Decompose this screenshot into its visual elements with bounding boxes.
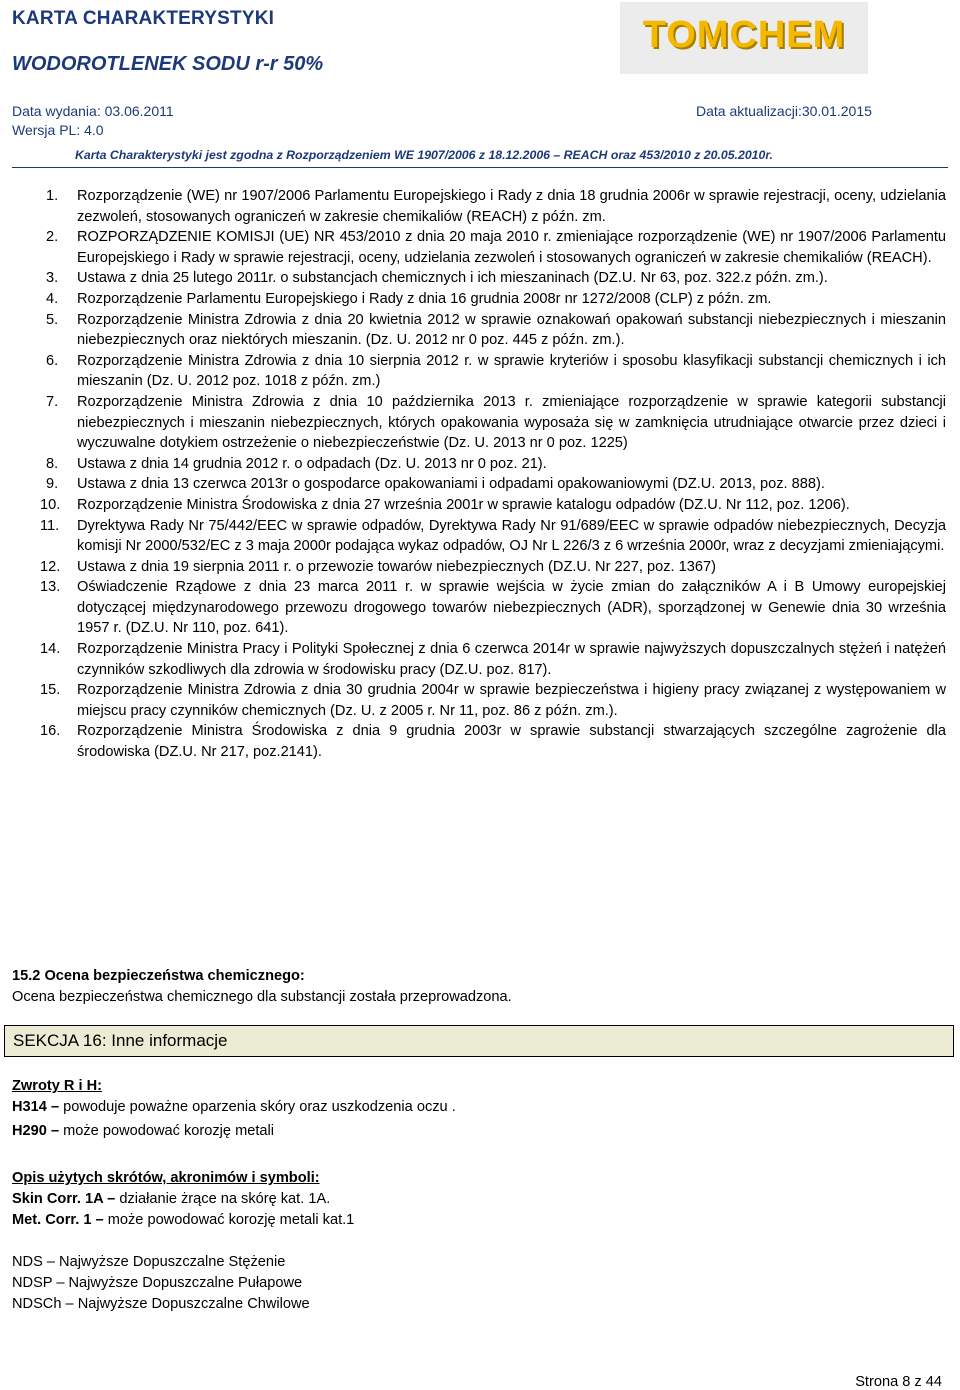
list-item: 15. Rozporządzenie Ministra Zdrowia z dnia 30 grudnia 2004r w sprawie bezpieczeństwa i higieny pracy związanej z występowaniem w miejscu pracy czynników chemicznych (Dz. U. z 2005 r. Nr 11, poz. 86 z późn. zm.). (40, 682, 946, 719)
list-item: 8. Ustawa z dnia 14 grudnia 2012 r. o odpadach (Dz. U. 2013 nr 0 poz. 21). (46, 455, 547, 472)
product-name: WODOROTLENEK SODU r-r 50% (12, 53, 324, 75)
list-item: 4. Rozporządzenie Parlamentu Europejskiego i Rady z dnia 16 grudnia 2008r nr 1272/2008 (CLP) z późn. zm. (46, 290, 772, 307)
list-item: 16. Rozporządzenie Ministra Środowiska z dnia 9 grudnia 2003r w sprawie substancji stwarzających szczególne zagrożenie dla środowiska (DZ.U. Nr 217, poz.2141). (40, 723, 946, 761)
compliance-note: Karta Charakterystyki jest zgodna z Rozporządzeniem WE 1907/2006 z 18.12.2006 – REACH oraz 453/2010 z 20.05.2010r. (75, 148, 773, 162)
section-16-title: SEKCJA 16: Inne informacje (13, 1031, 228, 1050)
abbreviations (12, 1168, 354, 1231)
update-date: Data aktualizacji:30.01.2015 (696, 103, 872, 119)
page-number: Strona 8 z 44 (855, 1374, 942, 1390)
list-item: 11. Dyrektywa Rady Nr 75/442/EEC w sprawie odpadów, Dyrektywa Rady Nr 91/689/EEC w sprawie odpadów niebezpiecznych, Decyzja komisji Nr 2000/532/EC z 3 maja 2000r podająca wykaz odpadów, OJ Nr L 226/3 z 6 września 2000r, wraz z decyzjami zmieniającymi. (40, 517, 946, 555)
company-logo-text: TOMCHEM (642, 14, 846, 56)
regulations-list (0, 186, 960, 763)
company-logo (620, 2, 868, 74)
section-16-header (4, 1025, 954, 1057)
r-h-heading: Zwroty R i H: (12, 1078, 102, 1094)
list-item: 1. Rozporządzenie (WE) nr 1907/2006 Parlamentu Europejskiego i Rady z dnia 18 grudnia 2006r w sprawie rejestracji, oceny, udzielania zezwoleń, stosowanych ograniczeń w zakresie chemikaliów (REACH) z późn. zm. (46, 188, 946, 225)
document-header (0, 0, 960, 170)
list-item: 9. Ustawa z dnia 13 czerwca 2013r o gospodarce opakowaniami i odpadami opakowaniowymi (DZ.U. 2013, poz. 888). (46, 476, 825, 493)
document-type-title: KARTA CHARAKTERYSTYKI (12, 8, 275, 29)
list-item: 5. Rozporządzenie Ministra Zdrowia z dnia 20 kwietnia 2012 w sprawie oznakowań opakowań substancji niebezpiecznych i mieszanin niebezpiecznych oraz niektórych mieszanin. (Dz. U. 2012 nr 0 poz. 445 z późn. zm.). (46, 311, 946, 349)
list-item: NDSP – Najwyższe Dopuszczalne Pułapowe (12, 1275, 303, 1291)
r-h-phrases (12, 1076, 456, 1142)
version: Wersja PL: 4.0 (12, 122, 104, 138)
list-item: Skin Corr. 1A – działanie żrące na skórę kat. 1A. (12, 1191, 331, 1207)
issue-date: Data wydania: 03.06.2011 (12, 103, 174, 119)
list-item: 7. Rozporządzenie Ministra Zdrowia z dnia 10 października 2013 r. zmieniające rozporządzenie w sprawie kategorii substancji niebezpiecznych i mieszanin niebezpiecznych, których opakowania wyposaża się w zamknięcia utrudniające otwarcie przez dzieci i wyczuwalne dotykiem ostrzeżenie o niebezpieczeństwie (Dz. U. 2013 nr 0 poz. 1225) (46, 393, 946, 452)
section-15-2-text: Ocena bezpieczeństwa chemicznego dla substancji została przeprowadzona. (12, 988, 512, 1005)
section-15-2 (12, 966, 512, 1007)
list-item: 14. Rozporządzenie Ministra Pracy i Polityki Społecznej z dnia 6 czerwca 2014r w sprawie najwyższych dopuszczalnych stężeń i natężeń czynników szkodliwych dla zdrowia w środowisku pracy (DZ.U. poz. 817). (40, 641, 946, 678)
list-item: Met. Corr. 1 – może powodować korozję metali kat.1 (12, 1212, 355, 1228)
list-item: 13. Oświadczenie Rządowe z dnia 23 marca 2011 r. w sprawie wejścia w życie zmian do załączników A i B Umowy europejskiej dotyczącej międzynarodowego przewozu drogowego towarów niebezpiecznych (ADR), sporządzonej w Genewie dnia 30 września 1957 r. (DZ.U. Nr 110, poz. 641). (40, 579, 946, 637)
list-item: 6. Rozporządzenie Ministra Zdrowia z dnia 10 sierpnia 2012 r. w sprawie kryteriów i sposobu klasyfikacji substancji chemicznych i ich mieszanin (Dz. U. 2012 poz. 1018 z późn. zm.) (46, 352, 946, 390)
list-item: 2. ROZPORZĄDZENIE KOMISJI (UE) NR 453/2010 z dnia 20 maja 2010 r. zmieniające rozporządzenie (WE) nr 1907/2006 Parlamentu Europejskiego i Rady w sprawie rejestracji, oceny, udzielania zezwoleń i stosowanych ograniczeń w zakresie chemikaliów (REACH). (46, 229, 946, 266)
list-item: NDS – Najwyższe Dopuszczalne Stężenie (12, 1254, 286, 1270)
header-divider (12, 167, 948, 168)
list-item: 10. Rozporządzenie Ministra Środowiska z dnia 27 września 2001r w sprawie katalogu odpadów (DZ.U. Nr 112, poz. 1206). (40, 496, 850, 513)
list-item: 3. Ustawa z dnia 25 lutego 2011r. o substancjach chemicznych i ich mieszaninach (DZ.U. Nr 63, poz. 322.z późn. zm.). (46, 270, 828, 287)
abbreviations-heading: Opis użytych skrótów, akronimów i symboli: (12, 1170, 320, 1186)
nds-definitions (12, 1252, 310, 1315)
list-item: 12. Ustawa z dnia 19 sierpnia 2011 r. o przewozie towarów niebezpiecznych (DZ.U. Nr 227, poz. 1367) (40, 558, 716, 575)
list-item: H314 – powoduje poważne oparzenia skóry oraz uszkodzenia oczu . (12, 1099, 456, 1115)
list-item: H290 – może powodować korozję metali (12, 1123, 275, 1139)
list-item: NDSCh – Najwyższe Dopuszczalne Chwilowe (12, 1296, 310, 1312)
section-15-2-heading: 15.2 Ocena bezpieczeństwa chemicznego: (12, 968, 305, 984)
